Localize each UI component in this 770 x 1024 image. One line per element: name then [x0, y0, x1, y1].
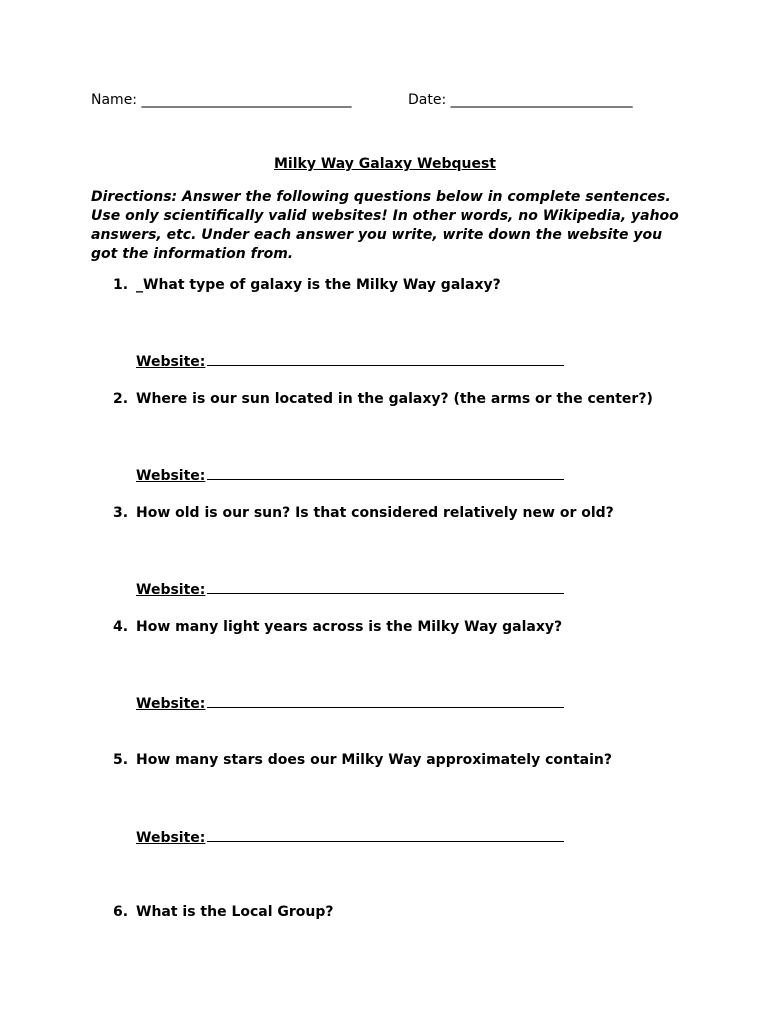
website-label: Website:: [136, 696, 206, 712]
question-text: Where is our sun located in the galaxy? (the arms or the center?): [136, 391, 653, 407]
website-line-4: [136, 695, 564, 712]
page-title: Milky Way Galaxy Webquest: [274, 156, 496, 172]
website-blank: [207, 467, 564, 480]
question-text: How many stars does our Milky Way approximately contain?: [136, 752, 613, 768]
website-line-2: [136, 467, 564, 484]
question-number: 4.: [113, 619, 129, 635]
question-6: [113, 904, 334, 920]
question-number: 6.: [113, 904, 129, 920]
website-blank: [207, 353, 564, 366]
header-row: [91, 92, 691, 108]
question-1: [113, 277, 501, 293]
question-4: [113, 619, 562, 635]
website-label: Website:: [136, 582, 206, 598]
date-field: Date: __________________________: [408, 92, 633, 108]
website-line-3: [136, 581, 564, 598]
website-blank: [207, 581, 564, 594]
directions-text: Directions: Answer the following questions below in complete sentences. Use only scientifically valid websites! In other words, no Wikipedia, yahoo answers, etc. Under each answer you write, write down the website you got the information from.: [91, 189, 679, 262]
question-5: [113, 752, 612, 768]
website-label: Website:: [136, 354, 206, 370]
website-blank: [207, 829, 564, 842]
question-text: What is the Local Group?: [136, 904, 334, 920]
question-number: 3.: [113, 505, 129, 521]
website-blank: [207, 695, 564, 708]
website-label: Website:: [136, 830, 206, 846]
question-text: _What type of galaxy is the Milky Way galaxy?: [136, 277, 501, 293]
website-line-5: [136, 829, 564, 846]
question-number: 1.: [113, 277, 129, 293]
question-text: How many light years across is the Milky Way galaxy?: [136, 619, 563, 635]
question-number: 2.: [113, 391, 129, 407]
question-text: How old is our sun? Is that considered relatively new or old?: [136, 505, 614, 521]
question-2: [113, 391, 653, 407]
question-number: 5.: [113, 752, 129, 768]
website-line-1: [136, 353, 564, 370]
name-field: Name: ______________________________: [91, 92, 352, 108]
question-3: [113, 505, 614, 521]
website-label: Website:: [136, 468, 206, 484]
